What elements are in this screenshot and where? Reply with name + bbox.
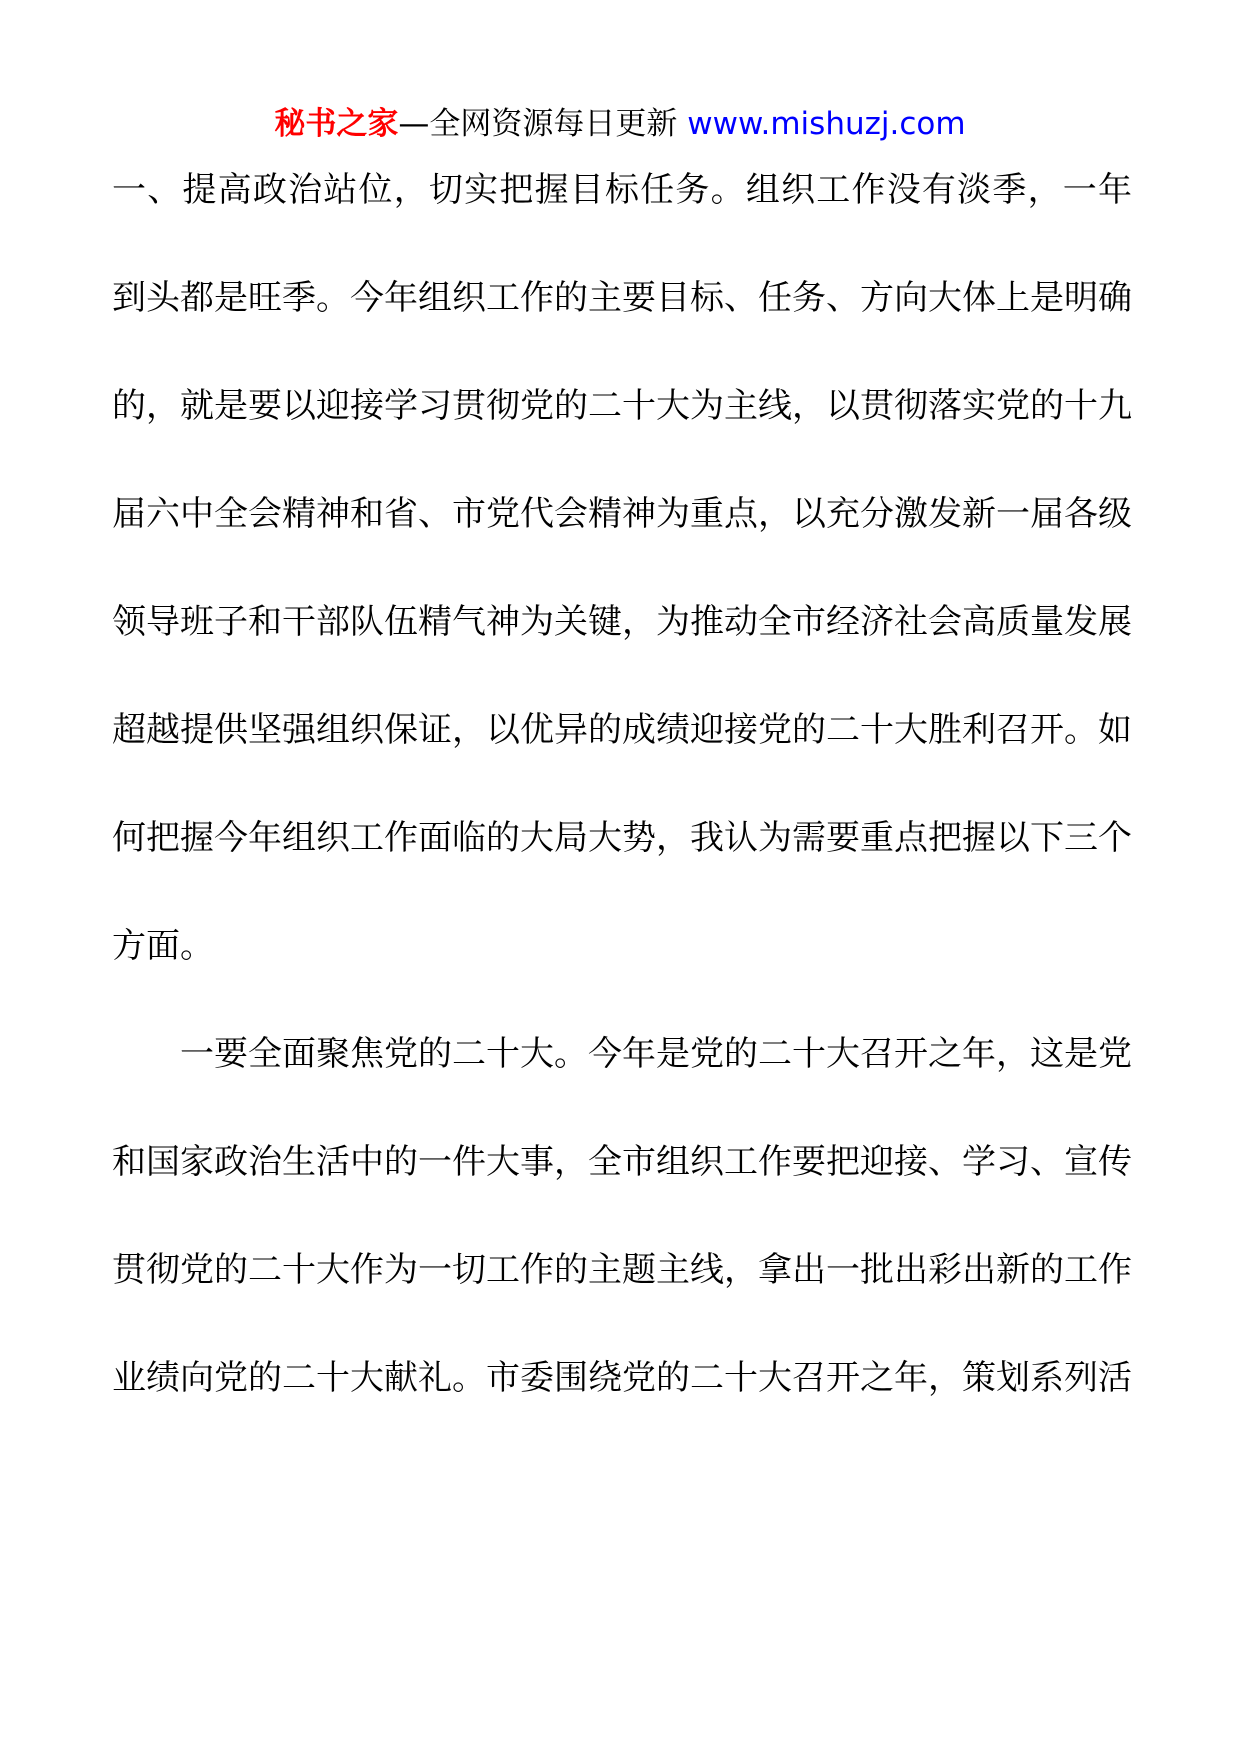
text-line-5: 领导班子和干部队伍精气神为关键，为推动全市经济社会高质量发展 bbox=[112, 602, 1132, 642]
text-line-7: 何把握今年组织工作面临的大局大势，我认为需要重点把握以下三个 bbox=[112, 818, 1132, 858]
header-brand: 秘书之家 bbox=[274, 106, 399, 142]
text-line-3: 的，就是要以迎接学习贯彻党的二十大为主线，以贯彻落实党的十九 bbox=[112, 386, 1132, 426]
header-tagline: —全网资源每日更新 bbox=[398, 106, 678, 142]
page-header bbox=[0, 100, 1240, 148]
text-line-6: 超越提供坚强组织保证，以优异的成绩迎接党的二十大胜利召开。如 bbox=[112, 710, 1132, 750]
text-line-10: 和国家政治生活中的一件大事，全市组织工作要把迎接、学习、宣传 bbox=[112, 1142, 1132, 1182]
text-line-12: 业绩向党的二十大献礼。市委围绕党的二十大召开之年，策划系列活 bbox=[112, 1358, 1132, 1398]
text-line-2: 到头都是旺季。今年组织工作的主要目标、任务、方向大体上是明确 bbox=[112, 278, 1132, 318]
text-line-1: 一、提高政治站位，切实把握目标任务。组织工作没有淡季，一年 bbox=[112, 170, 1132, 210]
text-line-4: 届六中全会精神和省、市党代会精神为重点，以充分激发新一届各级 bbox=[112, 494, 1132, 534]
header-url[interactable]: www.mishuzj.com bbox=[687, 106, 966, 142]
text-line-9: 一要全面聚焦党的二十大。今年是党的二十大召开之年，这是党 bbox=[112, 1034, 1132, 1074]
text-line-11: 贯彻党的二十大作为一切工作的主题主线，拿出一批出彩出新的工作 bbox=[112, 1250, 1132, 1290]
text-line-8: 方面。 bbox=[112, 926, 214, 966]
